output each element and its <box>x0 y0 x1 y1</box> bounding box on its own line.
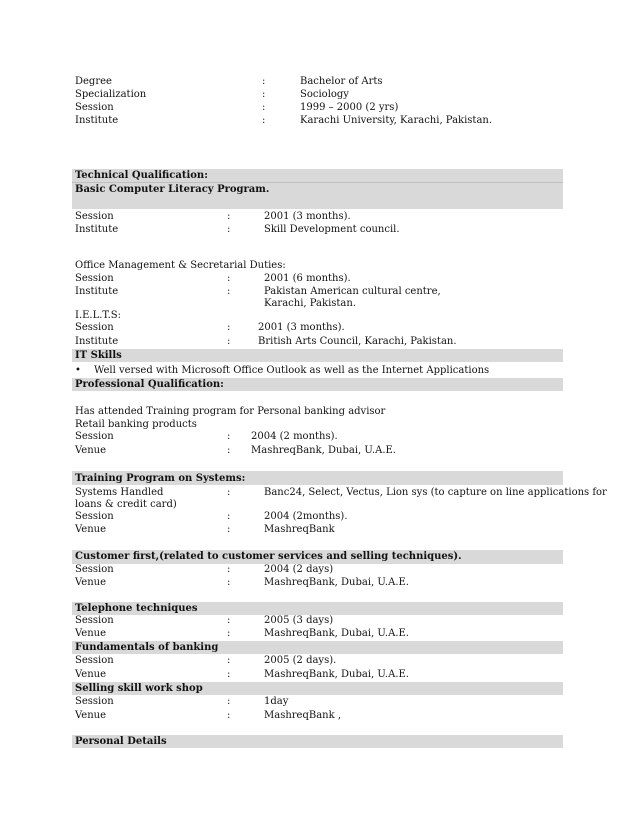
training-session-sep: : <box>227 511 231 522</box>
training-venue-label: Venue <box>75 524 107 535</box>
professional-heading: Professional Qualification: <box>75 379 224 390</box>
professional-session-value: 2004 (2 months). <box>251 431 338 442</box>
customer-session-sep: : <box>227 564 231 575</box>
professional-session-label: Session <box>75 431 114 442</box>
training-heading: Training Program on Systems: <box>75 473 246 484</box>
fundamentals-heading: Fundamentals of banking <box>75 642 219 653</box>
basic-session-label: Session <box>75 211 114 222</box>
training-session-value: 2004 (2months). <box>264 511 348 522</box>
systems-handled-sep: : <box>227 487 231 498</box>
education-session-value: 1999 – 2000 (2 yrs) <box>300 102 399 113</box>
fundamentals-venue-label: Venue <box>75 669 107 680</box>
basic-session-value: 2001 (3 months). <box>264 211 351 222</box>
customer-venue-sep: : <box>227 577 231 588</box>
education-institute-label: Institute <box>75 115 119 126</box>
fundamentals-session-label: Session <box>75 655 114 666</box>
selling-venue-label: Venue <box>75 710 107 721</box>
customer-venue-value: MashreqBank, Dubai, U.A.E. <box>264 577 409 588</box>
ielts-institute-value: British Arts Council, Karachi, Pakistan. <box>258 336 457 347</box>
telephone-heading: Telephone techniques <box>75 603 198 614</box>
technical-heading-divider <box>72 182 563 183</box>
it-skills-band <box>72 349 563 362</box>
training-venue-value: MashreqBank <box>264 524 335 535</box>
systems-handled-value: Banc24, Select, Vectus, Lion sys (to capture on line applications for <box>264 487 607 498</box>
professional-venue-value: MashreqBank, Dubai, U.A.E. <box>251 445 396 456</box>
education-institute-value: Karachi University, Karachi, Pakistan. <box>300 115 493 126</box>
personal-heading: Personal Details <box>75 736 167 747</box>
specialization-sep: : <box>262 89 266 100</box>
basic-institute-label: Institute <box>75 224 119 235</box>
professional-line-2: Retail banking products <box>75 419 197 430</box>
basic-institute-sep: : <box>227 224 231 235</box>
selling-session-sep: : <box>227 696 231 707</box>
basic-computer-heading: Basic Computer Literacy Program. <box>75 184 270 195</box>
education-institute-sep: : <box>262 115 266 126</box>
office-session-sep: : <box>227 273 231 284</box>
degree-value: Bachelor of Arts <box>300 76 383 87</box>
telephone-venue-value: MashreqBank, Dubai, U.A.E. <box>264 628 409 639</box>
office-institute-label: Institute <box>75 286 119 297</box>
specialization-label: Specialization <box>75 89 147 100</box>
ielts-institute-label: Institute <box>75 336 119 347</box>
education-session-sep: : <box>262 102 266 113</box>
professional-venue-sep: : <box>227 445 231 456</box>
degree-sep: : <box>262 76 266 87</box>
office-institute-value-cont: Karachi, Pakistan. <box>264 298 357 309</box>
it-skills-heading: IT Skills <box>75 350 122 361</box>
office-session-label: Session <box>75 273 114 284</box>
technical-heading: Technical Qualification: <box>75 170 208 181</box>
ielts-session-label: Session <box>75 322 114 333</box>
telephone-session-label: Session <box>75 615 114 626</box>
systems-handled-cont: loans & credit card) <box>75 499 177 510</box>
telephone-venue-sep: : <box>227 628 231 639</box>
office-institute-sep: : <box>227 286 231 297</box>
fundamentals-session-sep: : <box>227 655 231 666</box>
telephone-session-sep: : <box>227 615 231 626</box>
office-session-value: 2001 (6 months). <box>264 273 351 284</box>
customer-venue-label: Venue <box>75 577 107 588</box>
ielts-title: I.E.L.T.S: <box>75 310 122 321</box>
ielts-institute-sep: : <box>227 336 231 347</box>
degree-label: Degree <box>75 76 112 87</box>
fundamentals-venue-value: MashreqBank, Dubai, U.A.E. <box>264 669 409 680</box>
specialization-value: Sociology <box>300 89 349 100</box>
fundamentals-session-value: 2005 (2 days). <box>264 655 337 666</box>
customer-session-label: Session <box>75 564 114 575</box>
professional-line-1: Has attended Training program for Personal banking advisor <box>75 406 386 417</box>
selling-venue-value: MashreqBank , <box>264 710 342 721</box>
selling-session-value: 1day <box>264 696 289 707</box>
professional-venue-label: Venue <box>75 445 107 456</box>
telephone-venue-label: Venue <box>75 628 107 639</box>
it-skills-item: Well versed with Microsoft Office Outlook as well as the Internet Applications <box>94 365 490 376</box>
fundamentals-venue-sep: : <box>227 669 231 680</box>
ielts-session-sep: : <box>227 322 231 333</box>
selling-session-label: Session <box>75 696 114 707</box>
office-management-title: Office Management & Secretarial Duties: <box>75 260 286 271</box>
selling-heading: Selling skill work shop <box>75 683 203 694</box>
systems-handled-label: Systems Handled <box>75 487 164 498</box>
telephone-session-value: 2005 (3 days) <box>264 615 334 626</box>
professional-session-sep: : <box>227 431 231 442</box>
selling-venue-sep: : <box>227 710 231 721</box>
education-session-label: Session <box>75 102 114 113</box>
basic-institute-value: Skill Development council. <box>264 224 400 235</box>
customer-session-value: 2004 (2 days) <box>264 564 334 575</box>
office-institute-value: Pakistan American cultural centre, <box>264 286 441 297</box>
ielts-session-value: 2001 (3 months). <box>258 322 345 333</box>
training-session-label: Session <box>75 511 114 522</box>
bullet-icon: • <box>75 365 81 376</box>
customer-first-heading: Customer first,(related to customer services and selling techniques). <box>75 551 462 562</box>
basic-session-sep: : <box>227 211 231 222</box>
training-venue-sep: : <box>227 524 231 535</box>
